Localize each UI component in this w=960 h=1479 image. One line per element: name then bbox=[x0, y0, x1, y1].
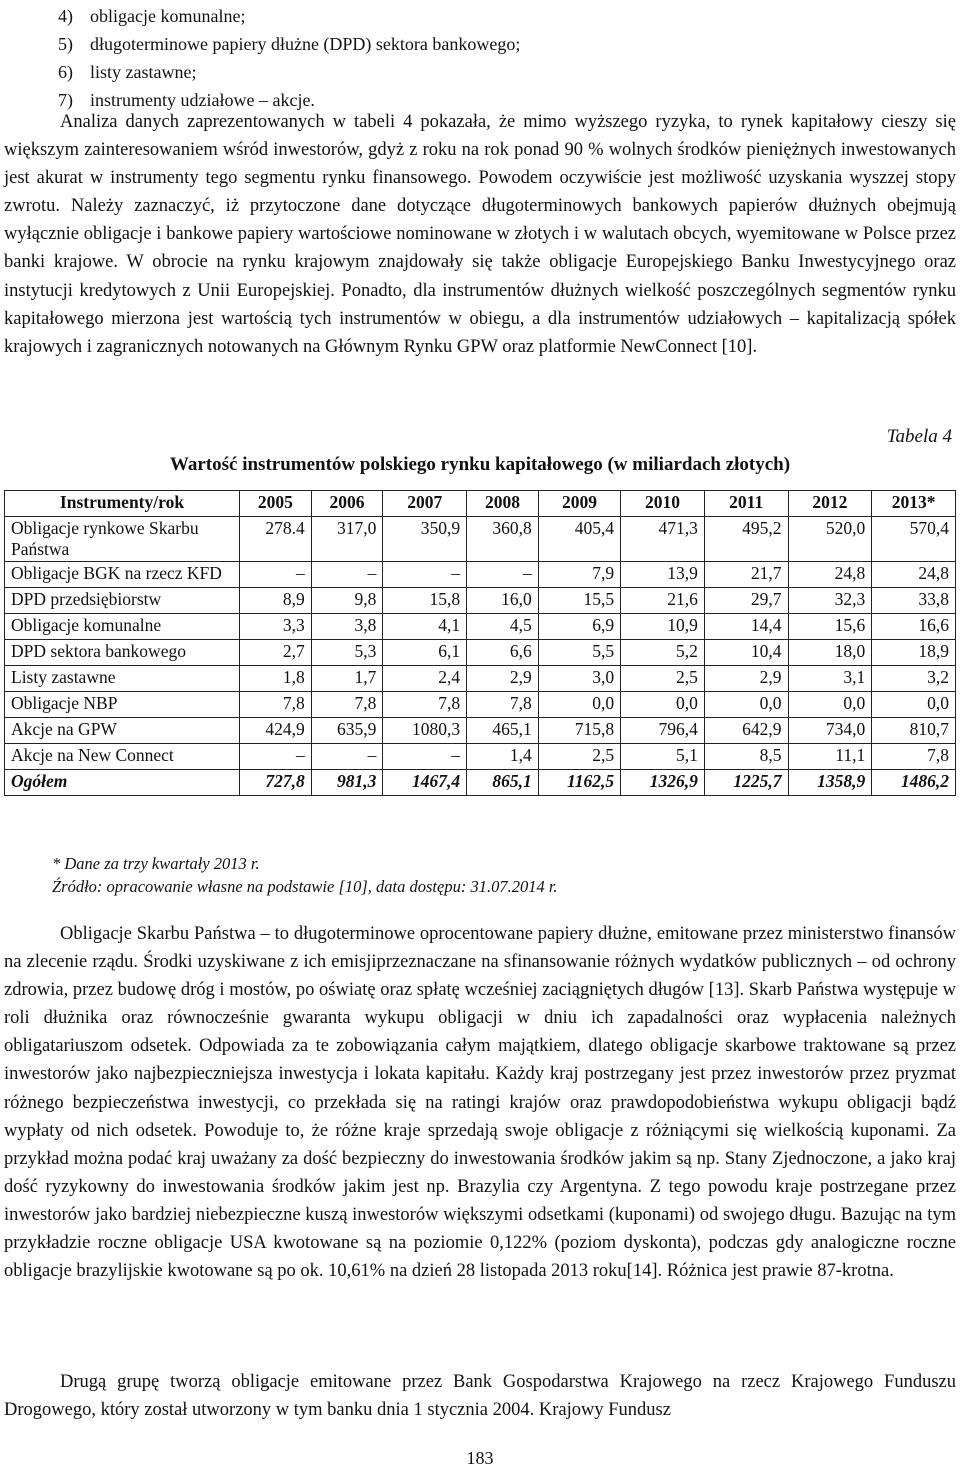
table-cell: 7,9 bbox=[538, 562, 620, 588]
table-cell: 6,9 bbox=[538, 614, 620, 640]
table-title: Wartość instrumentów polskiego rynku kapitałowego (w miliardach złotych) bbox=[169, 454, 791, 475]
table-cell: 424,9 bbox=[240, 718, 312, 744]
table-cell: 5,3 bbox=[311, 640, 383, 666]
table-cell: 21,7 bbox=[704, 562, 788, 588]
table-cell: 16,6 bbox=[872, 614, 956, 640]
table-cell: 520,0 bbox=[788, 517, 872, 562]
table-cell: – bbox=[311, 562, 383, 588]
table-cell: 7,8 bbox=[311, 692, 383, 718]
table-cell: 32,3 bbox=[788, 588, 872, 614]
row-label: Akcje na New Connect bbox=[5, 744, 240, 770]
table-cell: 16,0 bbox=[467, 588, 539, 614]
total-cell: 1467,4 bbox=[383, 770, 467, 796]
column-header-year: 2005 bbox=[240, 491, 312, 517]
total-cell: 1162,5 bbox=[538, 770, 620, 796]
table-cell: 5,2 bbox=[621, 640, 705, 666]
table-cell: 3,2 bbox=[872, 666, 956, 692]
table-row bbox=[5, 692, 956, 718]
table-cell: 7,8 bbox=[383, 692, 467, 718]
table-cell: 635,9 bbox=[311, 718, 383, 744]
table-cell: – bbox=[311, 744, 383, 770]
paragraph-treasury-bonds: Obligacje Skarbu Państwa – to długoterminowe oprocentowane papiery dłużne, emitowane przez ministerstwo finansów na zlecenie rządu. Środki uzyskiwane z ich emisjiprzeznaczane na sfinansowanie różnych wydatków publicznych – od ochrony zdrowia, przez budowę dróg i mostów, po oświatę oraz spłatę wcześniej zaciągniętych długów [13]. Skarb Państwa występuje w roli dłużnika oraz równocześnie gwaranta wykupu obligacji w dniu ich zapadalności oraz wypłacenia należnych obligatariuszom odsetek. Odpowiada za te zobowiązania całym majątkiem, dlatego obligacje skarbowe traktowane są przez inwestorów jako najbezpieczniejsza inwestycja i lokata kapitału. Każdy kraj postrzegany jest przez inwestorów przez pryzmat różnego bezpieczeństwa inwestycji, co przekłada się na ratingi krajów oraz prawdopodobieństwa wykupu obligacji bądź wypłaty od nich odsetek. Powoduje to, że różne kraje sprzedają swoje obligacje z różniącymi się wielkością kuponami. Za przykład można podać kraj uważany za dość bezpieczny do inwestowania środków jakim są np. Stany Zjednoczone, a jako kraj dość ryzykowny do inwestowania środków jakim jest np. Brazylia czy Argentyna. Z tego powodu kraje postrzegane przez inwestorów jako bardziej niebezpieczne kuszą inwestorów większymi odsetkami (kuponami) od swojego długu. Bazując na tym przykładzie roczne obligacje USA kwotowane są na poziomie 0,122% (poziom dyskonta), podczas gdy analogiczne roczne obligacje brazylijskie kwotowane są po ok. 10,61% na dzień 28 listopada 2013 roku[14]. Różnica jest prawie 87-krotna. bbox=[4, 924, 956, 1282]
table-cell: 6,6 bbox=[467, 640, 539, 666]
table-header-row bbox=[5, 491, 956, 517]
table-cell: 8,5 bbox=[704, 744, 788, 770]
row-label: DPD sektora bankowego bbox=[5, 640, 240, 666]
table-cell: 810,7 bbox=[872, 718, 956, 744]
table-cell: 405,4 bbox=[538, 517, 620, 562]
footnote: * Dane za trzy kwartały 2013 r. bbox=[52, 854, 260, 873]
table-cell: 5,5 bbox=[538, 640, 620, 666]
table-cell: 1080,3 bbox=[383, 718, 467, 744]
table-cell: 15,8 bbox=[383, 588, 467, 614]
table-cell: 495,2 bbox=[704, 517, 788, 562]
table-cell: 1,8 bbox=[240, 666, 312, 692]
table-cell: 18,0 bbox=[788, 640, 872, 666]
paragraph-analysis: Analiza danych zaprezentowanych w tabeli 4 pokazała, że mimo wyższego ryzyka, to rynek kapitałowy cieszy się większym zainteresowaniem wśród inwestorów, gdyż z roku na rok ponad 90 % wolnych środków pieniężnych inwestowanych jest akurat w instrumenty tego segmentu rynku finansowego. Powodem oczywiście jest możliwość uzyskania wyszzej stopy zwrotu. Należy zaznaczyć, iż przytoczone dane dotyczące długoterminowych bankowych papierów dłużnych obejmują wyłącznie obligacje i bankowe papiery wartościowe nominowane w złotych i w walutach obcych, wyemitowane w Polsce przez banki krajowe. W obrocie na rynku krajowym znajdowały się także obligacje Europejskiego Banku Inwestycyjnego oraz instytucji kredytowych z Unii Europejskiej. Ponadto, dla instrumentów dłużnych wielkość poszczególnych segmentów rynku kapitałowego mierzona jest wartością tych instrumentów w obiegu, a dla instrumentów udziałowych – kapitalizacją spółek krajowych i zagranicznych notowanych na Głównym Rynku GPW oraz platformie NewConnect [10]. bbox=[4, 112, 956, 357]
table-row bbox=[5, 614, 956, 640]
table-row bbox=[5, 744, 956, 770]
row-label: DPD przedsiębiorstw bbox=[5, 588, 240, 614]
table-cell: 10,4 bbox=[704, 640, 788, 666]
table-row bbox=[5, 666, 956, 692]
list-item: 4) obligacje komunalne; bbox=[58, 6, 246, 26]
table-cell: 715,8 bbox=[538, 718, 620, 744]
table-row bbox=[5, 562, 956, 588]
table-cell: 317,0 bbox=[311, 517, 383, 562]
table-cell: 2,5 bbox=[621, 666, 705, 692]
data-table bbox=[4, 490, 956, 796]
table-cell: 2,9 bbox=[704, 666, 788, 692]
page-number: 183 bbox=[466, 1448, 494, 1468]
column-header-year: 2010 bbox=[621, 491, 705, 517]
table-cell: 734,0 bbox=[788, 718, 872, 744]
table-cell: – bbox=[240, 562, 312, 588]
row-label: Obligacje BGK na rzecz KFD bbox=[5, 562, 240, 588]
total-cell: 981,3 bbox=[311, 770, 383, 796]
table-cell: – bbox=[383, 744, 467, 770]
table-cell: 7,8 bbox=[872, 744, 956, 770]
table-notes bbox=[52, 852, 558, 898]
column-header-label: Instrumenty/rok bbox=[5, 491, 240, 517]
table-cell: 21,6 bbox=[621, 588, 705, 614]
table-cell: 570,4 bbox=[872, 517, 956, 562]
table-cell: 10,9 bbox=[621, 614, 705, 640]
table-cell: 1,7 bbox=[311, 666, 383, 692]
table-cell: 0,0 bbox=[538, 692, 620, 718]
table-row bbox=[5, 718, 956, 744]
table-cell: 3,0 bbox=[538, 666, 620, 692]
table-cell: 18,9 bbox=[872, 640, 956, 666]
table-cell: 0,0 bbox=[788, 692, 872, 718]
table-cell: 4,5 bbox=[467, 614, 539, 640]
list-item: 7) instrumenty udziałowe – akcje. bbox=[58, 90, 315, 110]
table-cell: 15,5 bbox=[538, 588, 620, 614]
table-cell: 0,0 bbox=[872, 692, 956, 718]
column-header-year: 2012 bbox=[788, 491, 872, 517]
table-cell: 4,1 bbox=[383, 614, 467, 640]
total-cell: 1358,9 bbox=[788, 770, 872, 796]
table-row bbox=[5, 517, 956, 562]
column-header-year: 2009 bbox=[538, 491, 620, 517]
table-cell: 24,8 bbox=[872, 562, 956, 588]
table-cell: 2,7 bbox=[240, 640, 312, 666]
column-header-year: 2007 bbox=[383, 491, 467, 517]
table-cell: 350,9 bbox=[383, 517, 467, 562]
row-label: Obligacje komunalne bbox=[5, 614, 240, 640]
column-header-year: 2006 bbox=[311, 491, 383, 517]
table-cell: 11,1 bbox=[788, 744, 872, 770]
table-cell: 2,9 bbox=[467, 666, 539, 692]
total-label: Ogółem bbox=[5, 770, 240, 796]
table-cell: 7,8 bbox=[467, 692, 539, 718]
table-cell: 33,8 bbox=[872, 588, 956, 614]
source-note: Źródło: opracowanie własne na podstawie [10], data dostępu: 31.07.2014 r. bbox=[52, 877, 558, 896]
row-label: Obligacje NBP bbox=[5, 692, 240, 718]
table-cell: 8,9 bbox=[240, 588, 312, 614]
row-label: Obligacje rynkowe Skarbu Państwa bbox=[5, 517, 240, 562]
table-cell: 7,8 bbox=[240, 692, 312, 718]
table-cell: 14,4 bbox=[704, 614, 788, 640]
table-cell: 29,7 bbox=[704, 588, 788, 614]
table-cell: 5,1 bbox=[621, 744, 705, 770]
table-cell: 6,1 bbox=[383, 640, 467, 666]
table-row bbox=[5, 588, 956, 614]
column-header-year: 2013* bbox=[872, 491, 956, 517]
table-total-row bbox=[5, 770, 956, 796]
table-cell: 360,8 bbox=[467, 517, 539, 562]
table-cell: 2,5 bbox=[538, 744, 620, 770]
table-cell: 13,9 bbox=[621, 562, 705, 588]
row-label: Akcje na GPW bbox=[5, 718, 240, 744]
table-cell: 3,1 bbox=[788, 666, 872, 692]
table-cell: – bbox=[240, 744, 312, 770]
total-cell: 1486,2 bbox=[872, 770, 956, 796]
table-cell: 3,3 bbox=[240, 614, 312, 640]
table-cell: 15,6 bbox=[788, 614, 872, 640]
table-cell: 796,4 bbox=[621, 718, 705, 744]
list-item: 5) długoterminowe papiery dłużne (DPD) sektora bankowego; bbox=[58, 34, 521, 54]
total-cell: 865,1 bbox=[467, 770, 539, 796]
column-header-year: 2011 bbox=[704, 491, 788, 517]
table-cell: – bbox=[467, 562, 539, 588]
row-label: Listy zastawne bbox=[5, 666, 240, 692]
list-item: 6) listy zastawne; bbox=[58, 62, 197, 82]
table-cell: 0,0 bbox=[621, 692, 705, 718]
table-cell: 2,4 bbox=[383, 666, 467, 692]
table-cell: 465,1 bbox=[467, 718, 539, 744]
table-cell: 9,8 bbox=[311, 588, 383, 614]
table-cell: 642,9 bbox=[704, 718, 788, 744]
instrument-list bbox=[58, 2, 520, 114]
table-cell: 471,3 bbox=[621, 517, 705, 562]
paragraph-bgk-bonds: Drugą grupę tworzą obligacje emitowane przez Bank Gospodarstwa Krajowego na rzecz Krajowego Funduszu Drogowego, który został utworzony w tym banku dnia 1 stycznia 2004. Krajowy Fundusz bbox=[4, 1372, 956, 1421]
total-cell: 1225,7 bbox=[704, 770, 788, 796]
column-header-year: 2008 bbox=[467, 491, 539, 517]
total-cell: 1326,9 bbox=[621, 770, 705, 796]
table-label: Tabela 4 bbox=[886, 426, 952, 447]
total-cell: 727,8 bbox=[240, 770, 312, 796]
table-cell: 3,8 bbox=[311, 614, 383, 640]
table-cell: – bbox=[383, 562, 467, 588]
table-cell: 1,4 bbox=[467, 744, 539, 770]
table-cell: 0,0 bbox=[704, 692, 788, 718]
table-row bbox=[5, 640, 956, 666]
table-cell: 278.4 bbox=[240, 517, 312, 562]
table-cell: 24,8 bbox=[788, 562, 872, 588]
